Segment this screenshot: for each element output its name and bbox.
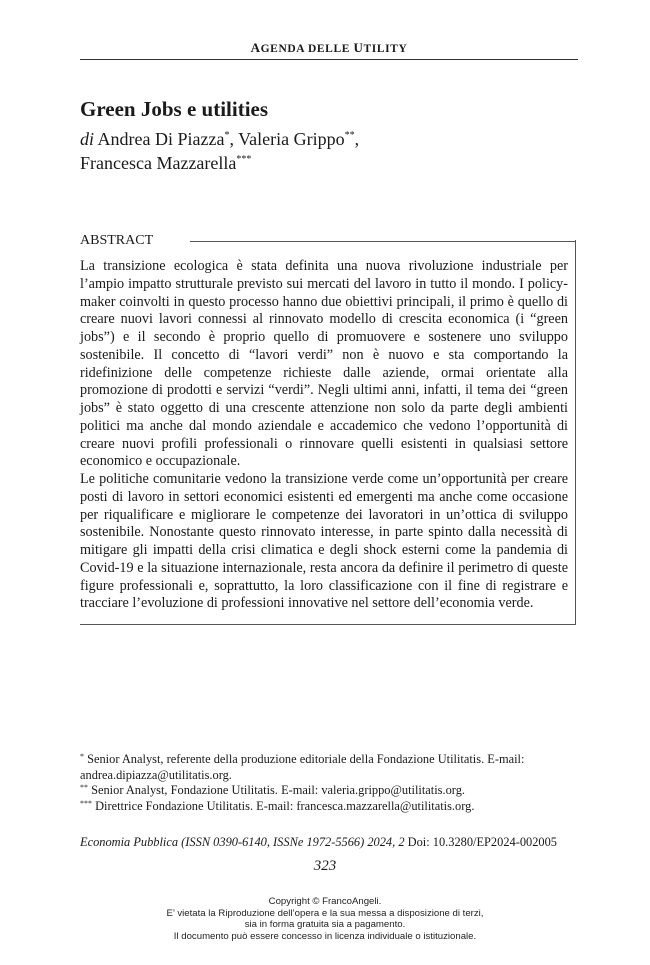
running-head-part1: GENDA DELLE (260, 43, 354, 55)
author-2-footnote-mark: ** (344, 130, 355, 141)
page-number: 323 (313, 858, 337, 874)
author-1-footnote-mark: * (224, 130, 230, 141)
journal-citation (80, 835, 580, 850)
abstract-paragraph-1: La transizione ecologica è stata definita una nuova rivoluzione industriale per l’ampio impatto strutturale previsto sui mercati del lavoro in tutto il mondo. I policy-maker coinvolti in questo processo hanno due obiettivi principali, il primo è quello di creare nuovi lavori connessi al rinnovato modello di crescita economica (i “green jobs”) e il secondo è proprio quello di promuovere e sostenere uno sviluppo sostenibile. Il concetto di “lavori verdi” non è nuovo e sta comportando la ridefinizione delle competenze richieste dalle aziende, ormai orientate alla promozione di prodotti e servizi “verdi”. Negli ultimi anni, infatti, il tema dei “green jobs” è stato oggetto di una crescente attenzione non solo da parte degli ambienti politici ma anche dal mondo aziendale e accademico che vedono l’opportunità di creare nuovi profili professionali o rinnovare quelli esistenti in qualsiasi settore economico e occupazionale. (80, 258, 568, 470)
author-3: Francesca Mazzarella (80, 153, 237, 173)
journal-reference: Economia Pubblica (ISSN 0390-6140, ISSNe 1972-5566) 2024, 2 (80, 835, 405, 849)
header-rule (80, 59, 578, 60)
abstract-paragraph-2: Le politiche comunitarie vedono la transizione verde come un’opportunità per creare posti di lavoro in settori economici esistenti ed emergenti ma anche come occasione per riqualificare e migliorare le competenze dei lavoratori in un’ottica di sviluppo sostenibile. Nonostante questo rinnovato interesse, in parte spinto dalla necessità di mitigare gli impatti della crisi climatica e degli shock esterni come la pandemia di Covid-19 e la situazione internazionale, resta ancora da definire il perimetro di queste figure professionali e, soprattutto, la loro classificazione con il fine di registrare e tracciare l’evoluzione di professioni innovative nel settore dell’economia verde. (80, 471, 568, 612)
author-separator: , (354, 129, 360, 149)
footnote-1-mark: * (80, 752, 84, 761)
copyright-line-3: sia in forma gratuita sia a pagamento. (244, 919, 406, 931)
doi: Doi: 10.3280/EP2024-002005 (404, 835, 558, 849)
footnote-1-text: Senior Analyst, referente della produzione editoriale della Fondazione Utilitatis. E-mail: andrea.dipiazza@utilitatis.org. (80, 752, 525, 782)
author-prefix: di (80, 129, 95, 149)
author-1: Andrea Di Piazza (94, 129, 225, 149)
article-title: Green Jobs e utilities (80, 97, 269, 121)
copyright-line-2: E’ vietata la Riproduzione dell’opera e la sua messa a disposizione di terzi, (166, 907, 484, 919)
footnote-2-mark: ** (80, 783, 88, 792)
abstract-body (80, 258, 568, 613)
copyright-notice (0, 896, 650, 942)
footnote-3-text: Direttrice Fondazione Utilitatis. E-mail: francesca.mazzarella@utilitatis.org. (92, 798, 475, 813)
author-2: , Valeria Grippo (229, 129, 345, 149)
running-head-initial-u: U (353, 40, 364, 55)
copyright-line-4: Il documento può essere concesso in licenza individuale o istituzionale. (173, 930, 477, 942)
running-head-part2: TILITY (363, 43, 408, 55)
running-head-initial-a: A (250, 40, 261, 55)
running-head (80, 40, 578, 56)
abstract-heading: ABSTRACT (80, 233, 161, 249)
copyright-line-1: Copyright © FrancoAngeli. (268, 896, 382, 907)
author-line (80, 127, 359, 175)
footnote-3 (80, 799, 576, 815)
footnote-1 (80, 752, 576, 783)
footnote-2 (80, 783, 576, 799)
author-3-footnote-mark: *** (236, 154, 252, 165)
footnote-3-mark: *** (80, 798, 92, 808)
abstract-frame-topline (190, 241, 576, 242)
footnote-2-text: Senior Analyst, Fondazione Utilitatis. E-mail: valeria.grippo@utilitatis.org. (88, 783, 465, 797)
footnotes (80, 752, 576, 814)
